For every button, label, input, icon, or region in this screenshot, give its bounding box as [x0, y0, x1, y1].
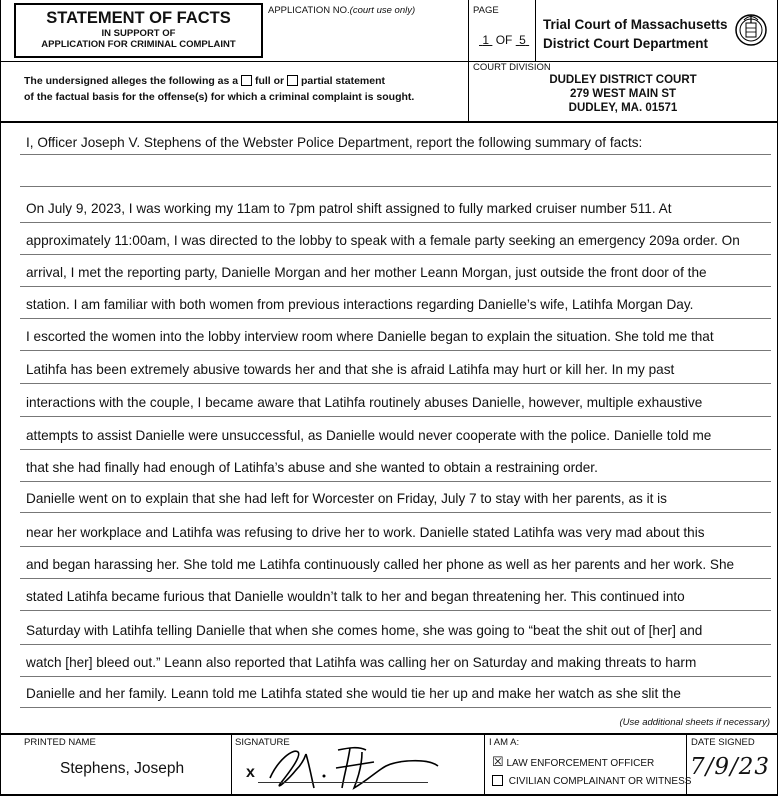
statement-line: interactions with the couple, I became aware that Latihfa routinely abuses Danielle, however, multiple exhaustive — [26, 395, 703, 410]
additional-sheets-note: (Use additional sheets if necessary) — [619, 717, 770, 728]
civilian-checkbox[interactable] — [492, 775, 503, 786]
statement-line: near her workplace and Latihfa was refusing to drive her to work. Danielle stated Latihfa was very mad about this — [26, 525, 705, 540]
form-subtitle-1: IN SUPPORT OF — [101, 28, 176, 39]
signature-icon — [258, 740, 458, 794]
option-civilian[interactable] — [492, 775, 691, 787]
massachusetts-seal-icon — [734, 11, 768, 49]
court-name — [543, 15, 728, 53]
statement-line: Saturday with Latihfa telling Danielle that when she comes home, she was going to “beat the shit out of [her] and — [26, 623, 703, 638]
statement-line: Danielle went on to explain that she had left for Worcester on Friday, July 7 to stay with her parents, as it is — [26, 491, 667, 506]
application-no-note: (court use only) — [349, 5, 416, 16]
application-no-field — [268, 5, 415, 16]
allegation-text — [24, 73, 414, 105]
court-division — [470, 73, 776, 115]
form-title: STATEMENT OF FACTS — [46, 9, 231, 27]
court-division-street: 279 WEST MAIN ST — [569, 88, 677, 100]
i-am-label: I AM A: — [489, 737, 520, 748]
form-title-box — [14, 3, 263, 58]
statement-line: arrival, I met the reporting party, Danielle Morgan and her mother Leann Morgan, just outside the front door of the — [26, 265, 707, 280]
court-line-1: Trial Court of Massachusetts — [543, 17, 728, 32]
page-number — [479, 33, 529, 47]
statement-line: attempts to assist Danielle were unsuccessful, as Danielle would never cooperate with the police. Danielle told me — [26, 428, 712, 443]
option-law-enforcement[interactable] — [492, 754, 654, 770]
court-line-2: District Court Department — [543, 36, 709, 51]
statement-line: stated Latihfa became furious that Danielle wouldn’t talk to her and began threatening her. This continued into — [26, 589, 685, 604]
full-label: full or — [254, 75, 285, 87]
partial-statement-checkbox[interactable] — [287, 75, 298, 86]
partial-label: partial statement — [300, 75, 386, 87]
page-of: OF — [495, 33, 513, 47]
statement-line: I, Officer Joseph V. Stephens of the Webster Police Department, report the following summary of facts: — [26, 135, 643, 150]
full-statement-checkbox[interactable] — [241, 75, 252, 86]
page-label: PAGE — [473, 5, 499, 16]
page-current: 1 — [482, 33, 490, 47]
statement-line: Latihfa has been extremely abusive towards her and that she is afraid Latihfa may hurt or kill her. In my past — [26, 362, 675, 377]
signature-label: SIGNATURE — [235, 737, 290, 748]
allegation-line-1: The undersigned alleges the following as a — [24, 75, 239, 87]
date-signed-value: 7/9/23 — [690, 754, 771, 780]
civilian-label: CIVILIAN COMPLAINANT OR WITNESS — [508, 776, 692, 787]
law-enforcement-checkbox-icon[interactable]: ☒ — [492, 754, 504, 769]
statement-line: station. I am familiar with both women from previous interactions regarding Danielle’s wife, Latihfa Morgan Day. — [26, 297, 694, 312]
signature-x: x — [246, 764, 255, 781]
application-no-label: APPLICATION NO. — [268, 5, 350, 16]
allegation-line-2: of the factual basis for the offense(s) for which a criminal complaint is sought. — [24, 91, 415, 103]
court-division-name: DUDLEY DISTRICT COURT — [549, 74, 697, 86]
statement-line: Danielle and her family. Leann told me Latihfa stated she would tie her up and make her watch as she slit the — [26, 686, 681, 701]
statement-line: and began harassing her. She told me Latihfa continuously called her phone as well as her parents and her work. She — [26, 557, 735, 572]
statement-line: watch [her] bleed out.” Leann also reported that Latihfa was calling her on Saturday and making threats to harm — [26, 655, 697, 670]
court-division-label: COURT DIVISION — [473, 62, 551, 73]
form-subtitle-2: APPLICATION FOR CRIMINAL COMPLAINT — [41, 39, 236, 50]
law-enforcement-label: LAW ENFORCEMENT OFFICER — [506, 758, 655, 769]
statement-line: I escorted the women into the lobby interview room where Danielle began to explain the situation. She told me that — [26, 329, 714, 344]
statement-line: approximately 11:00am, I was directed to the lobby to speak with a female party seeking an emergency 209a order. On — [26, 233, 740, 248]
printed-name-value: Stephens, Joseph — [60, 760, 185, 777]
page-total: 5 — [519, 33, 526, 47]
printed-name-label: PRINTED NAME — [24, 737, 96, 748]
date-signed-label: DATE SIGNED — [691, 737, 755, 748]
court-division-city: DUDLEY, MA. 01571 — [568, 102, 678, 114]
statement-line: On July 9, 2023, I was working my 11am to 7pm patrol shift assigned to fully marked cruiser number 511. At — [26, 201, 672, 216]
statement-line: that she had finally had enough of Latihfa’s abuse and she wanted to obtain a restraining order. — [26, 460, 598, 475]
